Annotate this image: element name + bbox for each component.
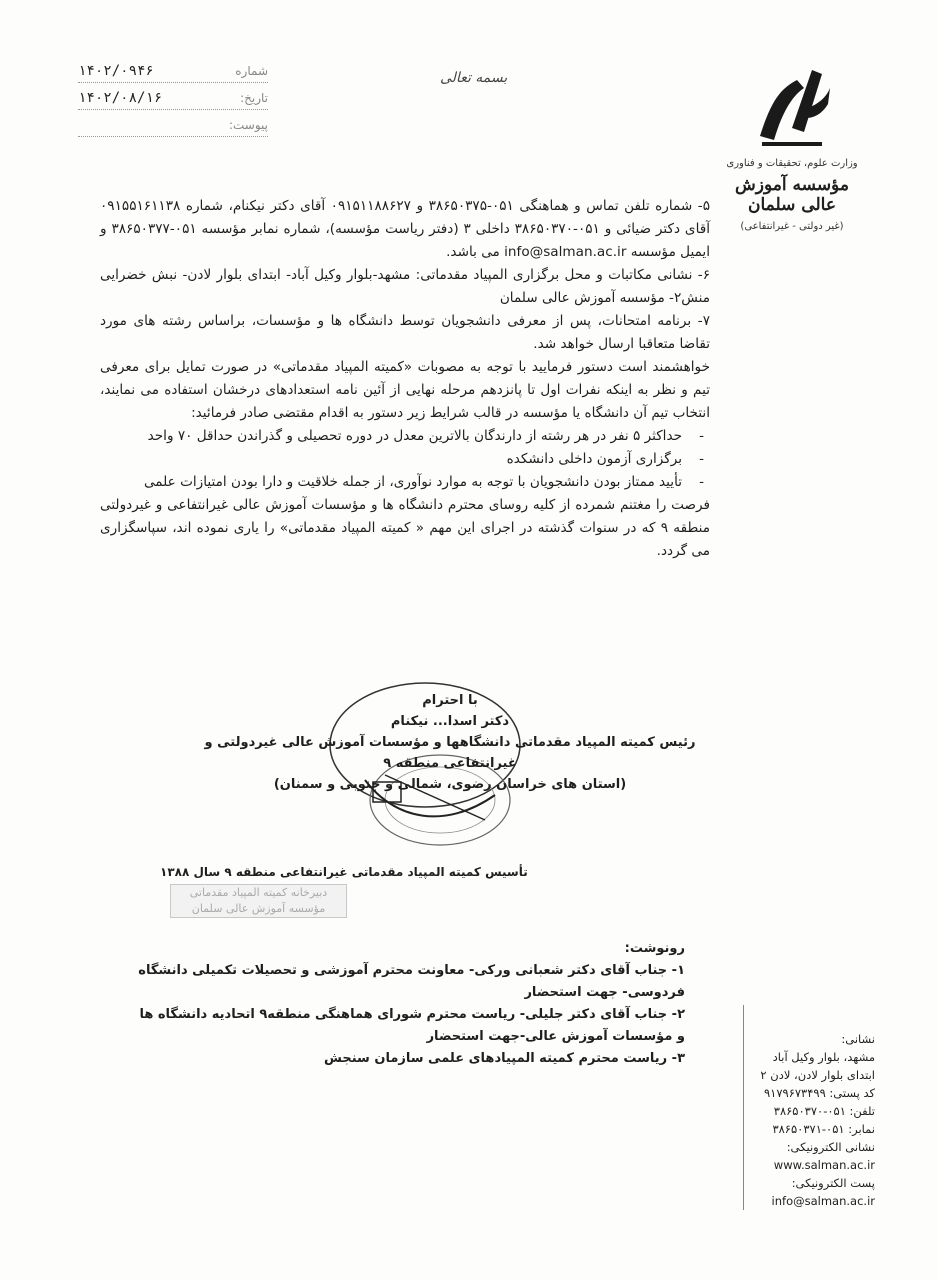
website-link[interactable]: www.salman.ac.ir (773, 1158, 875, 1172)
phone: تلفن: ۰۵۱-۳۸۶۵۰۳۷۰ (773, 1104, 875, 1118)
bullet-2: - برگزاری آزمون داخلی دانشکده (100, 448, 710, 471)
founding-note: تأسیس کمیته المپیاد مقدماتی غیرانتفاعی منطقه ۹ سال ۱۳۸۸ (160, 865, 528, 879)
basmala: بسمه تعالی (440, 70, 508, 86)
bullet-3: - تأیید ممتاز بودن دانشجویان با توجه به موارد نوآوری، از جمله خلاقیت و دارا بودن امتیازات علمی (100, 471, 710, 494)
email-label: پست الکترونیکی: (791, 1176, 875, 1190)
web-label: نشانی الکترونیکی: (786, 1140, 875, 1154)
date-value: ۱۴۰۲/۰۸/۱۶ (78, 90, 163, 106)
number-row (78, 60, 268, 83)
number-label: شماره (235, 64, 268, 78)
date-label: تاریخ: (240, 91, 268, 105)
address-footer (735, 1030, 875, 1210)
attachment-row (78, 114, 268, 137)
address-line-1: مشهد، بلوار وکیل آباد (772, 1050, 875, 1064)
signer-name: دکتر اسدا... نیکنام (390, 714, 510, 729)
salman-logo-icon (752, 58, 832, 148)
item-7: ۷- برنامه امتحانات، پس از معرفی دانشجویان توسط دانشگاه ها و مؤسسات، براساس رشته های مورد تقاضا متعاقبا ارسال خواهد شد. (100, 313, 710, 352)
date-row (78, 87, 268, 110)
closing-paragraph: فرصت را مغتنم شمرده از کلیه روسای محترم دانشگاه ها و مؤسسات آموزش عالی غیرانتفاعی و غیردولتی منطقه ۹ که در سنوات گذشته در اجرای این مهم « کمیته المپیاد مقدماتی» را یاری نموده اند، سپاسگزاری می گردد. (100, 497, 710, 559)
email-link[interactable]: info@salman.ac.ir (771, 1194, 875, 1208)
address-line-2: ابتدای بلوار لادن، لادن ۲ (760, 1068, 875, 1082)
faint-secretariat-stamp (170, 884, 347, 918)
faint-stamp-line-2: مؤسسه آموزش عالی سلمان (191, 902, 326, 915)
bullet-1: - حداکثر ۵ نفر در هر رشته از دارندگان بالاترین معدل در دوره تحصیلی و گذراندن حداقل ۷۰ واحد (100, 425, 710, 448)
signer-provinces: (استان های خراسان رضوی، شمالی و جنوبی و سمنان) (273, 777, 627, 792)
institute-subtitle: (غیر دولتی - غیرانتفاعی) (740, 221, 844, 232)
letter-body (100, 195, 710, 563)
copy-item-2: ۲- جناب آقای دکتر جلیلی- ریاست محترم شورای هماهنگی منطقه۹ اتحادیه دانشگاه ها و مؤسسات آموزش عالی-جهت استحضار (139, 1007, 685, 1044)
signature-block (180, 690, 720, 795)
item-5: ۵- شماره تلفن تماس و هماهنگی ۰۵۱-۳۸۶۵۰۳۷۵ و ۰۹۱۵۱۱۸۸۶۲۷ آقای دکتر نیکنام، شماره ۰۹۱۵۵۱۶۱۱۳۸ آقای دکتر ضیائی و ۰۵۱-۳۸۶۵۰۳۷۰ داخلی ۳ (دفتر ریاست مؤسسه)، شماره نمابر مؤسسه ۰۵۱-۳۸۶۵۰۳۷۷ و ایمیل مؤسسه info@salman.ac.ir می باشد. (100, 198, 711, 260)
number-value: ۱۴۰۲/۰۹۴۶ (78, 63, 154, 79)
regards: با احترام (422, 693, 478, 708)
fax: نمابر: ۰۵۱-۳۸۶۵۰۳۷۱ (772, 1122, 875, 1136)
ministry-name: وزارت علوم، تحقیقات و فناوری (726, 158, 858, 169)
signer-title: رئیس کمیته المپیاد مقدماتی دانشگاهها و مؤسسات آموزش عالی غیردولتی و غیرانتفاعی منطقه ۹ (204, 735, 696, 771)
copy-item-1: ۱- جناب آقای دکتر شعبانی ورکی- معاونت محترم آموزشی و تحصیلات تکمیلی دانشگاه فردوسی- جهت استحضار (138, 963, 685, 1000)
copies-section (130, 938, 685, 1070)
address-label: نشانی: (841, 1032, 875, 1046)
copy-item-3: ۳- ریاست محترم کمیته المپیادهای علمی سازمان سنجش (323, 1051, 685, 1066)
item-6: ۶- نشانی مکاتبات و محل برگزاری المپیاد مقدماتی: مشهد-بلوار وکیل آباد- ابتدای بلوار لادن- نبش خضرایی منش۲- مؤسسه آموزش عالی سلمان (100, 267, 710, 306)
attachment-label: پیوست: (228, 118, 268, 132)
postal-code: کد پستی: ۹۱۷۹۶۷۳۴۹۹ (764, 1086, 875, 1100)
institute-name: مؤسسه آموزش عالی سلمان (735, 175, 849, 215)
faint-stamp-line-1: دبیرخانه کمیته المپیاد مقدماتی (189, 886, 328, 899)
letter-meta (78, 60, 268, 141)
institute-logo-block (717, 58, 867, 232)
request-paragraph: خواهشمند است دستور فرمایید با توجه به مصوبات «کمیته المپیاد مقدماتی» در صورت تمایل برای معرفی تیم و نظر به اینکه نفرات اول تا پانزدهم مرحله نهایی از آئین نامه استعدادهای درخشان استفاده می نمایند، انتخاب تیم آن دانشگاه یا مؤسسه در قالب شرایط زیر دستور به اقدام مقتضی صادر فرمائید: (100, 359, 710, 421)
copies-title: رونوشت: (624, 941, 685, 956)
